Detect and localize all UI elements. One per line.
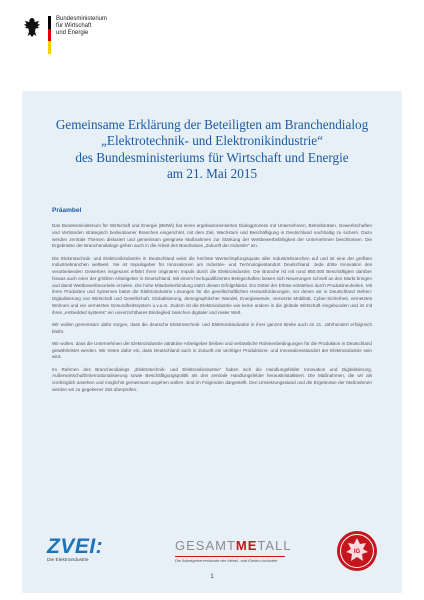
gm-word-a: GESAMT — [175, 538, 236, 553]
ministry-name — [56, 16, 107, 38]
gesamtmetall-logo — [175, 538, 292, 563]
gesamtmetall-subtitle: Die Arbeitgeberverbände der Metall- und Elektro-Industrie — [175, 558, 278, 563]
flag-black — [48, 16, 51, 29]
body-text — [52, 223, 372, 399]
paragraph: Wir wollen gemeinsam dafür sorgen, dass die deutsche Elektrotechnik- und Elektronikindustrie in ihrer ganzen Breite auch im 21. Jahrhundert erfolgreich bleibt. — [52, 321, 372, 334]
document-title — [22, 117, 402, 183]
gesamtmetall-wordmark — [175, 538, 292, 553]
paragraph: Das Bundesministerium für Wirtschaft und Energie (BMWi) hat einen ergebnisorientierten Dialogprozess mit Unternehmen, Betriebsräten, Gewerkschaften und Verbänden strategisch bedeutsamer Branchen eingerichtet, mit dem Ziel, Wachstum und Beschäftigung in Deutschland nachhaltig zu sichern. Dazu werden zentrale Themen diskutiert und gemeinsam geeignete Maßnahmen zur Stärkung der Wettbewerbsfähigkeit der Unternehmen beschlossen. Die Ergebnisse der Branchendialoge gehen auch in die Arbeit des Bündnisses „Zukunft der Industrie“ ein. — [52, 223, 372, 249]
ministry-line-2: für Wirtschaft — [56, 23, 92, 30]
ministry-logo — [22, 16, 107, 54]
title-line-3: des Bundesministeriums für Wirtschaft und Energie — [75, 149, 349, 165]
title-line-4: am 21. Mai 2015 — [166, 166, 258, 182]
section-heading: Präambel — [52, 207, 82, 214]
federal-eagle-icon — [22, 16, 42, 40]
flag-gold — [48, 41, 51, 54]
ministry-line-1: Bundesministerium — [56, 16, 108, 22]
ig-metall-logo-icon — [336, 530, 378, 572]
zvei-subtitle: Die Elektroindustrie — [47, 558, 89, 563]
ministry-line-3: und Energie — [56, 30, 89, 37]
title-line-1: Gemeinsame Erklärung der Beteiligten am Branchendialog — [55, 117, 369, 132]
paragraph: Im Rahmen des Branchendialogs „Elektrotechnik- und Elektronikindustrie“ haben sich die Handlungsfelder Innovation und Digitalisierung, Außenwirtschaft/Internationalisierung sowie Beschäftigungspolitik als drei zentrale Handlungsfelder herauskristallisiert. Die Maßnahmen, die wir als vordringlich ansehen und möglichst gemeinsam angehen wollen, sind im Folgenden dargestellt. Den Umsetzungsstand und die Ergebnisse der Maßnahmen werden wir zu gegebener Zeit überprüfen. — [52, 366, 372, 392]
igm-text: IG — [353, 549, 361, 555]
title-line-2: „Elektrotechnik- und Elektronikindustrie“ — [101, 133, 323, 149]
gm-word-c: TALL — [257, 538, 292, 553]
paragraph: Die Elektrotechnik- und Elektronikindustrie in Deutschland weist die höchste Wertschöpfungsquote aller Industriebranchen auf und ist eine der größten Industriebranchen weltweit. Sie ist Impulsgeber für Innovationen am Industrie- und Technologiestandort Deutschland. Jede dritte Innovation des verarbeitenden Gewerbes insgesamt erfährt ihren originären Impuls durch die Elektroindustrie. Die Branche ist mit rund 850.000 Beschäftigten darüber hinaus auch einer der größten Arbeitgeber in Deutschland. Mit einem hochqualifizierten Belegschaften lassen sich Neuerungen schnell an den Markt bringen und damit Wettbewerbsvorteile erzielen. Die hohe Mitarbeiterbindung stützt diesen Erfolgsfaktor. Ein Drittel der Erlöse entstehen durch Produktneuheiten. Mit ihren Produkten und Systemen bietet die Elektroindustrie Lösungen für die gesellschaftlichen Herausforderungen, vor denen wir in Deutschland stehen: Digitalisierung von Wirtschaft und Gesellschaft, Globalisierung, demographischer Wandel, Energiewende, vernetzte Mobilität, Cyber-Sicherheit, vernetztes Wohnen und ein vernetztes Gesundheitssystem u.v.a.m. Zudem ist die Elektroindustrie wie keine andere in die globale Wirtschaft eingebunden und ist mit ihren „embedded systems“ ein unverzichtbares Bindeglied zwischen digitaler und realer Welt. — [52, 255, 372, 315]
gm-word-b: ME — [235, 538, 258, 553]
zvei-wordmark: ZVEI: — [47, 535, 104, 558]
page-number: 1 — [210, 574, 214, 580]
german-flag-stripe — [48, 16, 51, 54]
zvei-logo — [47, 535, 103, 563]
gesamtmetall-rule — [175, 556, 285, 557]
flag-red — [48, 29, 51, 42]
paragraph: Wir wollen, dass die Unternehmen der Elektroindustrie attraktive Arbeitgeber bleiben und verlässliche Rahmenbedingungen für die Produktion in Deutschland gewährleistet werden. Wir treten dafür ein, dass Deutschland auch in Zukunft ein wichtiger Produktions- und Innovationsstandort der Elektroindustrie sein wird. — [52, 340, 372, 360]
